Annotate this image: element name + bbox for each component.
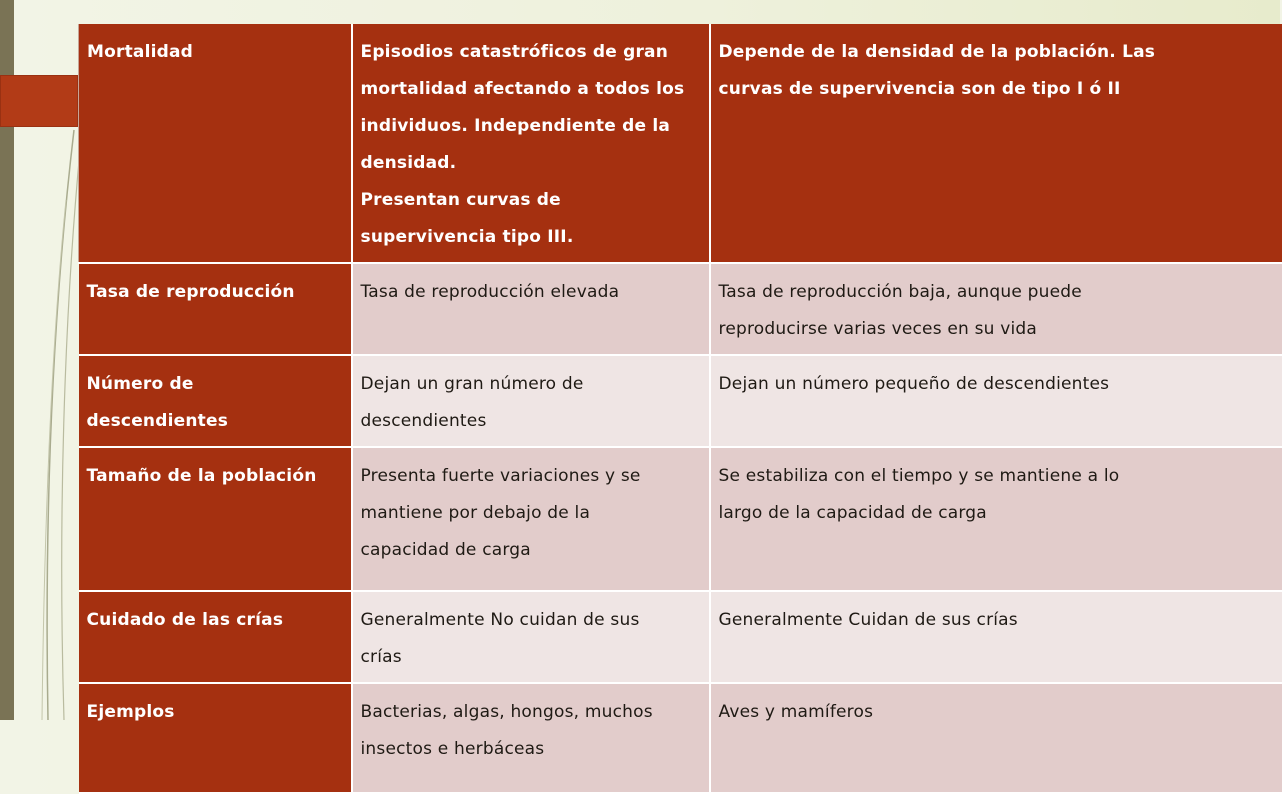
cell-line: capacidad de carga [360, 540, 531, 560]
row-label [79, 355, 352, 447]
row-label-text: Tasa de reproducción [86, 282, 295, 302]
row-label-text: descendientes [86, 411, 229, 431]
cell-line: Se estabiliza con el tiempo y se mantiene a lo [718, 466, 1120, 486]
row-label-text: Mortalidad [87, 42, 194, 62]
cell-line: insectos e herbáceas [360, 739, 545, 759]
cell-line: Dejan un número pequeño de descendientes [718, 374, 1110, 394]
cell-col3 [710, 24, 1282, 263]
cell-col2 [352, 263, 710, 355]
cell-line: Generalmente Cuidan de sus crías [718, 610, 1018, 630]
cell-col2 [352, 24, 710, 263]
cell-line: curvas de supervivencia son de tipo I ó II [718, 79, 1121, 99]
cell-line: Generalmente No cuidan de sus [360, 610, 640, 630]
cell-line: Aves y mamíferos [718, 702, 874, 722]
cell-col3 [710, 263, 1282, 355]
comparison-table [78, 24, 1282, 794]
row-label-text: Número de [86, 374, 194, 394]
row-label [79, 591, 352, 683]
cell-line: Dejan un gran número de [360, 374, 584, 394]
cell-line: reproducirse varias veces en su vida [718, 319, 1038, 339]
row-label-text: Cuidado de las crías [86, 610, 284, 630]
row-label-text: Ejemplos [86, 702, 175, 722]
row-ejemplos [79, 683, 1282, 793]
left-accent-block [0, 75, 78, 127]
row-mortalidad [79, 24, 1282, 263]
row-label [79, 447, 352, 591]
cell-line: mortalidad afectando a todos los [360, 79, 685, 99]
cell-col2 [352, 683, 710, 793]
cell-col3 [710, 591, 1282, 683]
cell-line: Tasa de reproducción baja, aunque puede [718, 282, 1082, 302]
row-cuidado-crias [79, 591, 1282, 683]
cell-line: individuos. Independiente de la [360, 116, 671, 136]
cell-col2 [352, 591, 710, 683]
cell-line: Episodios catastróficos de gran [360, 42, 669, 62]
cell-col2 [352, 447, 710, 591]
cell-line: mantiene por debajo de la [360, 503, 591, 523]
row-label [79, 263, 352, 355]
cell-line: densidad. [360, 153, 457, 173]
row-label-text: Tamaño de la población [86, 466, 317, 486]
row-tasa-reproduccion [79, 263, 1282, 355]
cell-line: Presentan curvas de [360, 190, 561, 210]
comparison-table-container [78, 24, 1281, 759]
cell-line: largo de la capacidad de carga [718, 503, 987, 523]
row-label [79, 24, 352, 263]
cell-line: Presenta fuerte variaciones y se [360, 466, 641, 486]
cell-line: supervivencia tipo III. [360, 227, 574, 247]
cell-col3 [710, 447, 1282, 591]
cell-col3 [710, 355, 1282, 447]
row-tamano-poblacion [79, 447, 1282, 591]
cell-col3 [710, 683, 1282, 793]
cell-line: crías [360, 647, 402, 667]
cell-line: Bacterias, algas, hongos, muchos [360, 702, 653, 722]
row-numero-descendientes [79, 355, 1282, 447]
row-label [79, 683, 352, 793]
cell-line: Depende de la densidad de la población. Las [718, 42, 1156, 62]
cell-line: Tasa de reproducción elevada [360, 282, 620, 302]
cell-col2 [352, 355, 710, 447]
cell-line: descendientes [360, 411, 487, 431]
